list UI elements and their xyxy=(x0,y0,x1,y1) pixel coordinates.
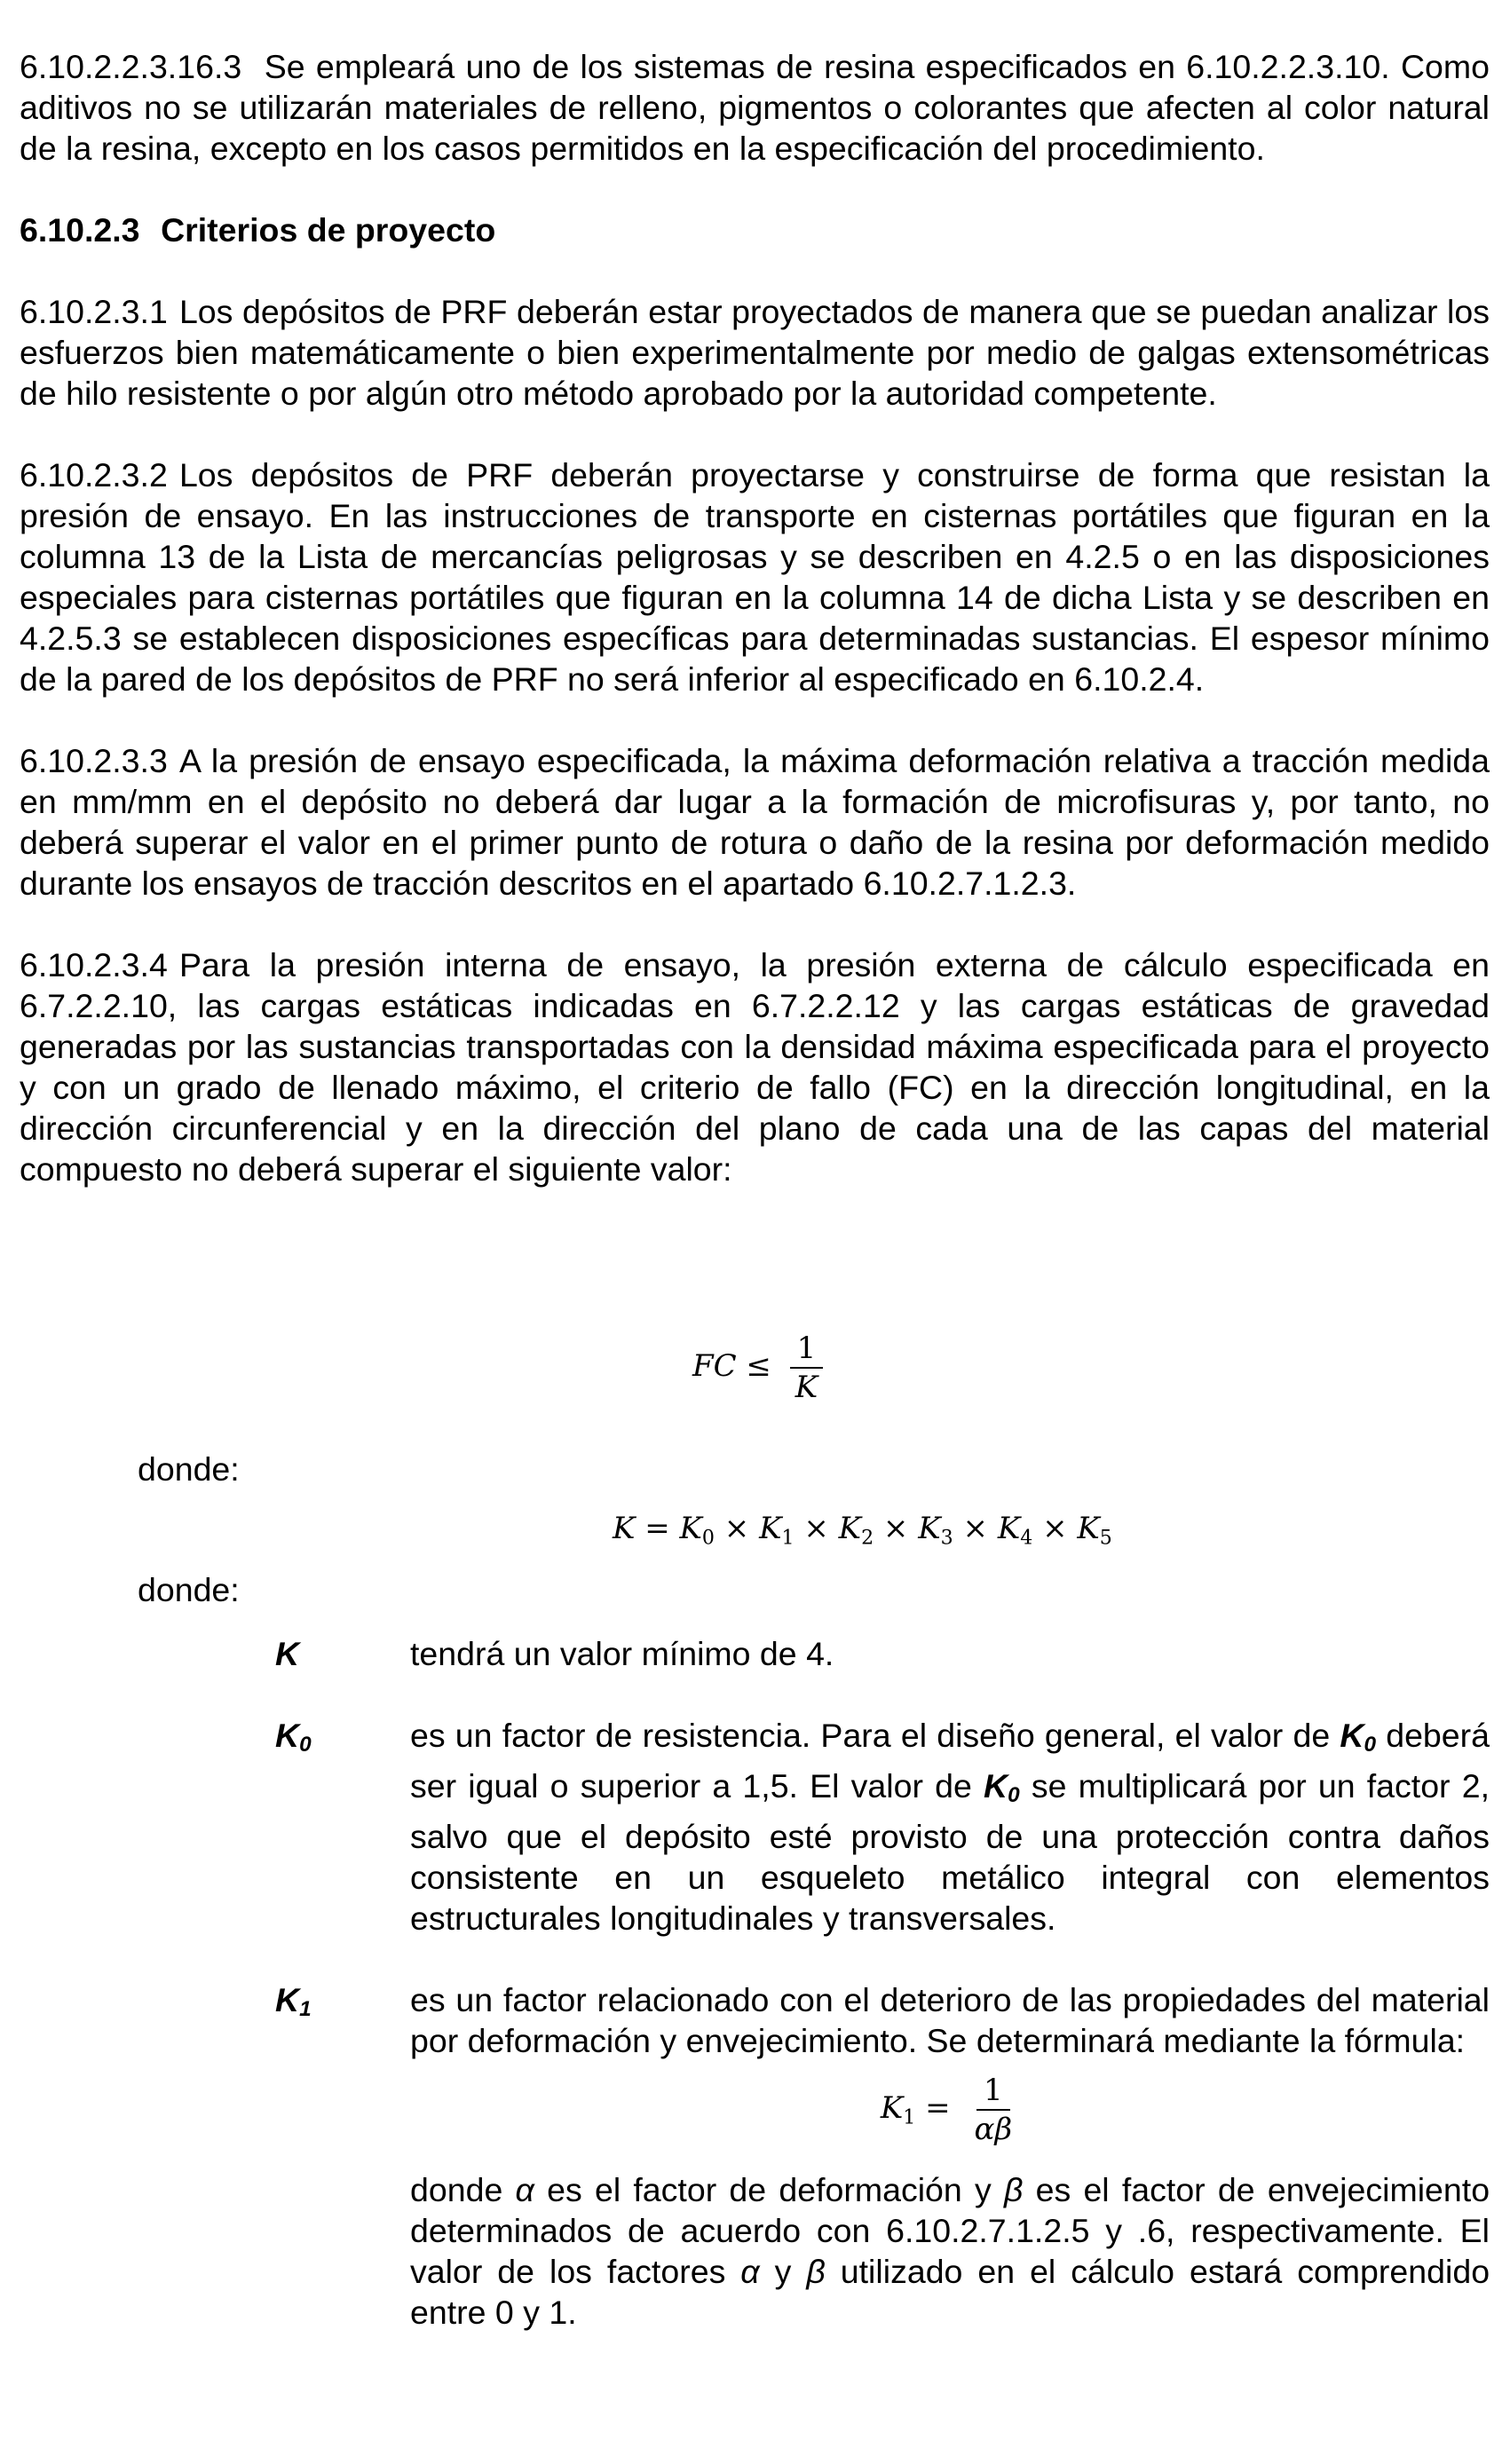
formula-k-product-text: $K = K_0 \times K_1 \times K_2 \times K_3 \times K_4 \times K_5$ xyxy=(613,1511,1112,1550)
paragraph-text: Los depósitos de PRF deberán proyectarse y construirse de forma que resistan la presión de ensayo. En las instrucciones de transporte en cisternas portátiles que figuran en la columna 13 de la Lista de mercancías peligrosas y se describen en 4.2.5 o en las disposiciones especiales para cisternas portátiles que figuran en la columna 14 de dicha Lista y se describen en 4.2.5.3 se establecen disposiciones específicas para determinadas sustancias. El espesor mínimo de la pared de los depósitos de PRF no será inferior al especificado en 6.10.2.4. xyxy=(20,456,1490,698)
formula-k1-lhs: $K_1$ xyxy=(880,2089,916,2129)
paragraph-number: 6.10.2.3.1 xyxy=(20,293,168,330)
formula-fc xyxy=(692,1331,825,1404)
paragraph-text: Los depósitos de PRF deberán estar proyectados de manera que se puedan analizar los esfuerzos bien matemáticamente o bien experimentalmente por medio de galgas extensométricas de hilo resistente o por algún otro método aprobado por la autoridad competente. xyxy=(20,293,1490,412)
definition-text: es un factor de resistencia. Para el diseño general, el valor de $K_0$ deberá ser igual o superior a 1,5. El valor de $K_0$ se multiplicará por un factor 2, salvo que el depósito esté provisto de una protección contra daños consistente en un esqueleto metálico integral con elementos estructurales longitudinales y transversales. xyxy=(410,1717,1490,1937)
formula-k-product xyxy=(613,1511,1112,1550)
paragraph-number: 6.10.2.2.3.16.3 xyxy=(20,48,242,85)
definition-symbol: $K_1$ xyxy=(275,1980,312,2021)
donde-label-2: donde: xyxy=(138,1571,240,1608)
definition-text: tendrá un valor mínimo de 4. xyxy=(410,1635,834,1672)
definitions-list xyxy=(275,1633,1490,2373)
formula-fc-numerator: 1 xyxy=(790,1331,824,1369)
document-page xyxy=(20,46,1490,1230)
paragraph-6-10-2-3-4 xyxy=(20,944,1490,1189)
paragraph-text: Para la presión interna de ensayo, la presión externa de cálculo especificada en 6.7.2.2.10, las cargas estáticas indicadas en 6.7.2.2.12 y las cargas estáticas de gravedad generadas por las sustancias transportadas con la densidad máxima especificada para el proyecto y con un grado de llenado máximo, el criterio de fallo (FC) en la dirección longitudinal, en la dirección circunferencial y en la dirección del plano de cada una de las capas del material compuesto no deberá superar el siguiente valor: xyxy=(20,946,1490,1188)
formula-fc-fraction xyxy=(788,1331,825,1404)
paragraph-6-10-2-3-1 xyxy=(20,291,1490,414)
formula-k1 xyxy=(410,2073,1490,2146)
definition-symbol: $K_0$ xyxy=(275,1717,312,1757)
paragraph-number: 6.10.2.3.2 xyxy=(20,456,168,494)
definition-k0 xyxy=(275,1715,1490,1939)
formula-k1-denominator: αβ xyxy=(974,2111,1013,2147)
heading-title: Criterios de proyecto xyxy=(161,211,496,249)
paragraph-6-10-2-2-3-16-3 xyxy=(20,46,1490,169)
formula-fc-lhs: FC ≤ xyxy=(692,1348,771,1384)
paragraph-6-10-2-3-2 xyxy=(20,454,1490,699)
formula-k1-eq: = xyxy=(925,2089,951,2126)
definition-k1 xyxy=(275,1979,1490,2333)
donde-label-1: donde: xyxy=(138,1450,240,1488)
definition-text: es un factor relacionado con el deterioro de las propiedades del material por deformación y envejecimiento. Se determinará mediante la fórmula: xyxy=(410,1980,1490,2059)
formula-k1-fraction xyxy=(967,2073,1019,2146)
paragraph-text: Se empleará uno de los sistemas de resina especificados en 6.10.2.2.3.10. Como aditivos no se utilizarán materiales de relleno, pigmentos o colorantes que afecten al color natural de la resina, excepto en los casos permitidos en la especificación del procedimiento. xyxy=(20,48,1490,167)
paragraph-number: 6.10.2.3.3 xyxy=(20,742,168,779)
heading-number: 6.10.2.3 xyxy=(20,211,140,249)
paragraph-6-10-2-3-3 xyxy=(20,740,1490,904)
formula-fc-denominator: K xyxy=(795,1370,818,1405)
definition-k xyxy=(275,1633,1490,1674)
formula-k1-numerator: 1 xyxy=(976,2073,1010,2111)
paragraph-number: 6.10.2.3.4 xyxy=(20,946,168,983)
definition-symbol: K xyxy=(275,1635,300,1672)
section-heading xyxy=(20,209,1490,250)
paragraph-text: A la presión de ensayo especificada, la máxima deformación relativa a tracción medida en mm/mm en el depósito no deberá dar lugar a la formación de microfisuras y, por tanto, no deberá superar el valor en el primer punto de rotura o daño de la resina por deformación medido durante los ensayos de tracción descritos en el apartado 6.10.2.7.1.2.3. xyxy=(20,742,1490,902)
k1-note: donde α es el factor de deformación y β es el factor de envejecimiento determinados de acuerdo con 6.10.2.7.1.2.5 y .6, respectivamente. El valor de los factores α y β utilizado en el cálculo estará comprendido entre 0 y 1. xyxy=(410,2170,1490,2331)
